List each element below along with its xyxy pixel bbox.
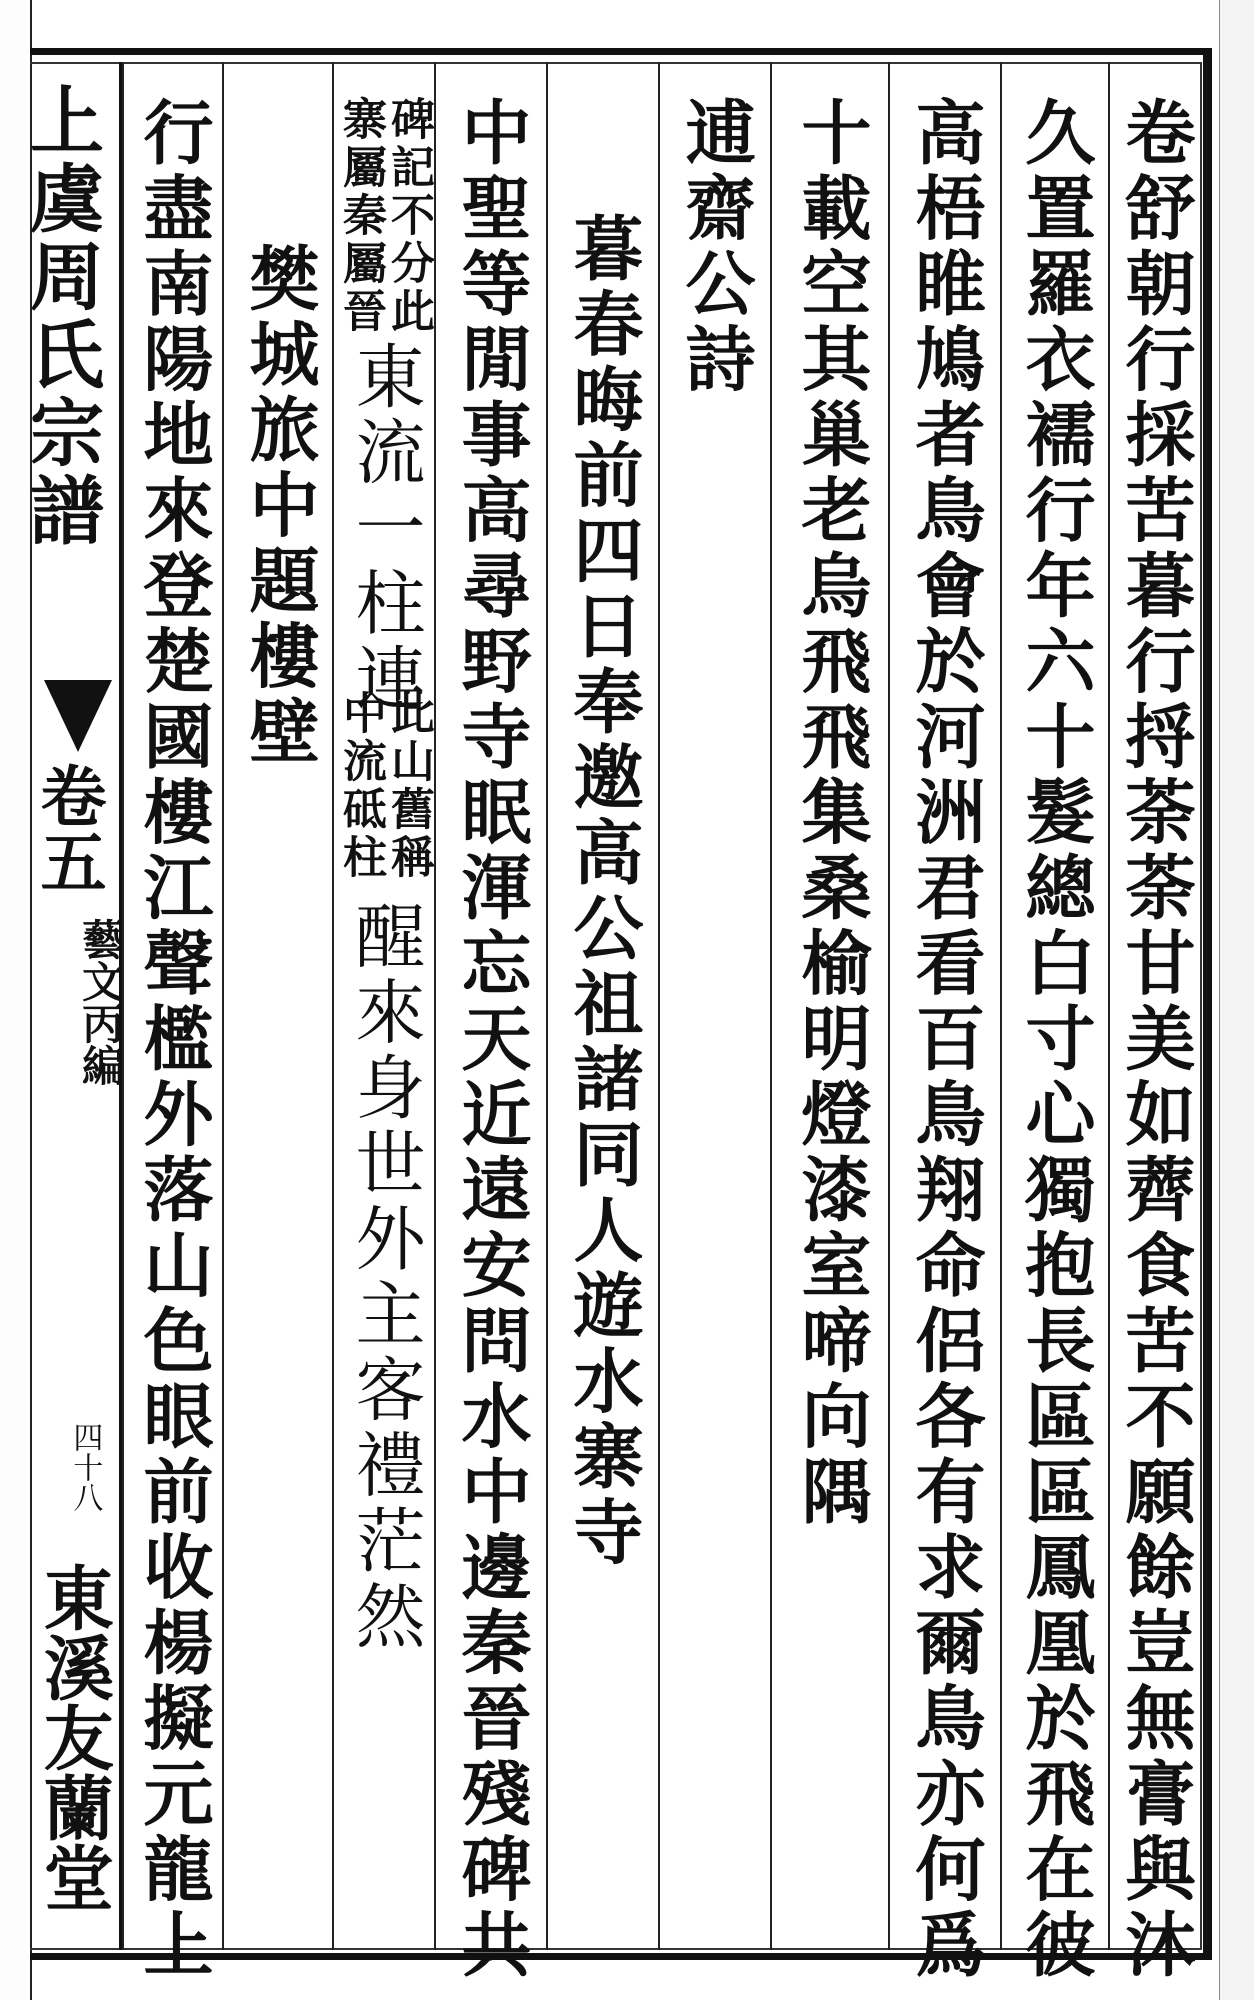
column-text: 中聖等閒事高尋野寺眠渾忘天近遠安問水中邊秦晉殘碑共 xyxy=(450,96,533,1984)
text-column xyxy=(1108,62,1202,1984)
column-text: 高梧睢鳩者鳥會於河洲君看百鳥翔命侶各有求爾鳥亦何爲 xyxy=(904,96,987,1984)
interlinear-note-right: 碑記不分此 xyxy=(383,96,434,336)
interlinear-note-right: 此山舊稱 xyxy=(383,690,434,882)
hall-name: 東溪友蘭堂 xyxy=(32,1562,116,1912)
author-heading: 逋齋公詩 xyxy=(674,96,757,398)
column-text: 久置羅衣襦行年六十髮總白寸心獨抱長區區鳳凰於飛在彼 xyxy=(1014,96,1097,1984)
column-text: 十載空其巢老烏飛飛集桑榆明燈漆室啼向隅 xyxy=(790,96,873,1531)
banxin-strip xyxy=(18,62,126,1950)
text-column xyxy=(770,62,888,1950)
text-column xyxy=(888,62,1000,1984)
text-column xyxy=(434,62,546,1984)
text-column xyxy=(332,62,434,1950)
column-text: 卷舒朝行採苦暮行捋荼荼甘美如薺食苦不願餘豈無膏與沐 xyxy=(1114,96,1197,1984)
page-number: 四十八 xyxy=(67,1422,103,1512)
text-column xyxy=(658,62,770,1950)
text-column xyxy=(1000,62,1108,1984)
interlinear-note-left: 寨屬秦屬晉 xyxy=(335,96,386,336)
genealogy-title: 上虞周氏宗譜 xyxy=(18,82,104,550)
column-text: 醒來身世外主客禮茫然 xyxy=(344,900,426,1655)
page-edge xyxy=(1219,0,1254,2000)
fishtail-mark xyxy=(44,680,112,752)
column-text: 行盡南陽地來登楚國樓江聲檻外落山色眼前收楊擬元龍上 xyxy=(132,96,215,1984)
interlinear-note-left: 中流砥柱 xyxy=(335,690,386,882)
poem-title: 暮春晦前四日奉邀高公祖諸同人遊水寨寺 xyxy=(562,212,645,1571)
volume-number: 卷五 xyxy=(29,762,107,894)
poem-title: 樊城旅中題樓壁 xyxy=(238,242,321,771)
section-name: 藝文丙編 xyxy=(76,918,126,1086)
text-column xyxy=(122,62,222,1984)
text-column xyxy=(222,62,332,1950)
text-column xyxy=(546,62,658,1950)
column-text: 東流一柱連 xyxy=(344,340,426,718)
